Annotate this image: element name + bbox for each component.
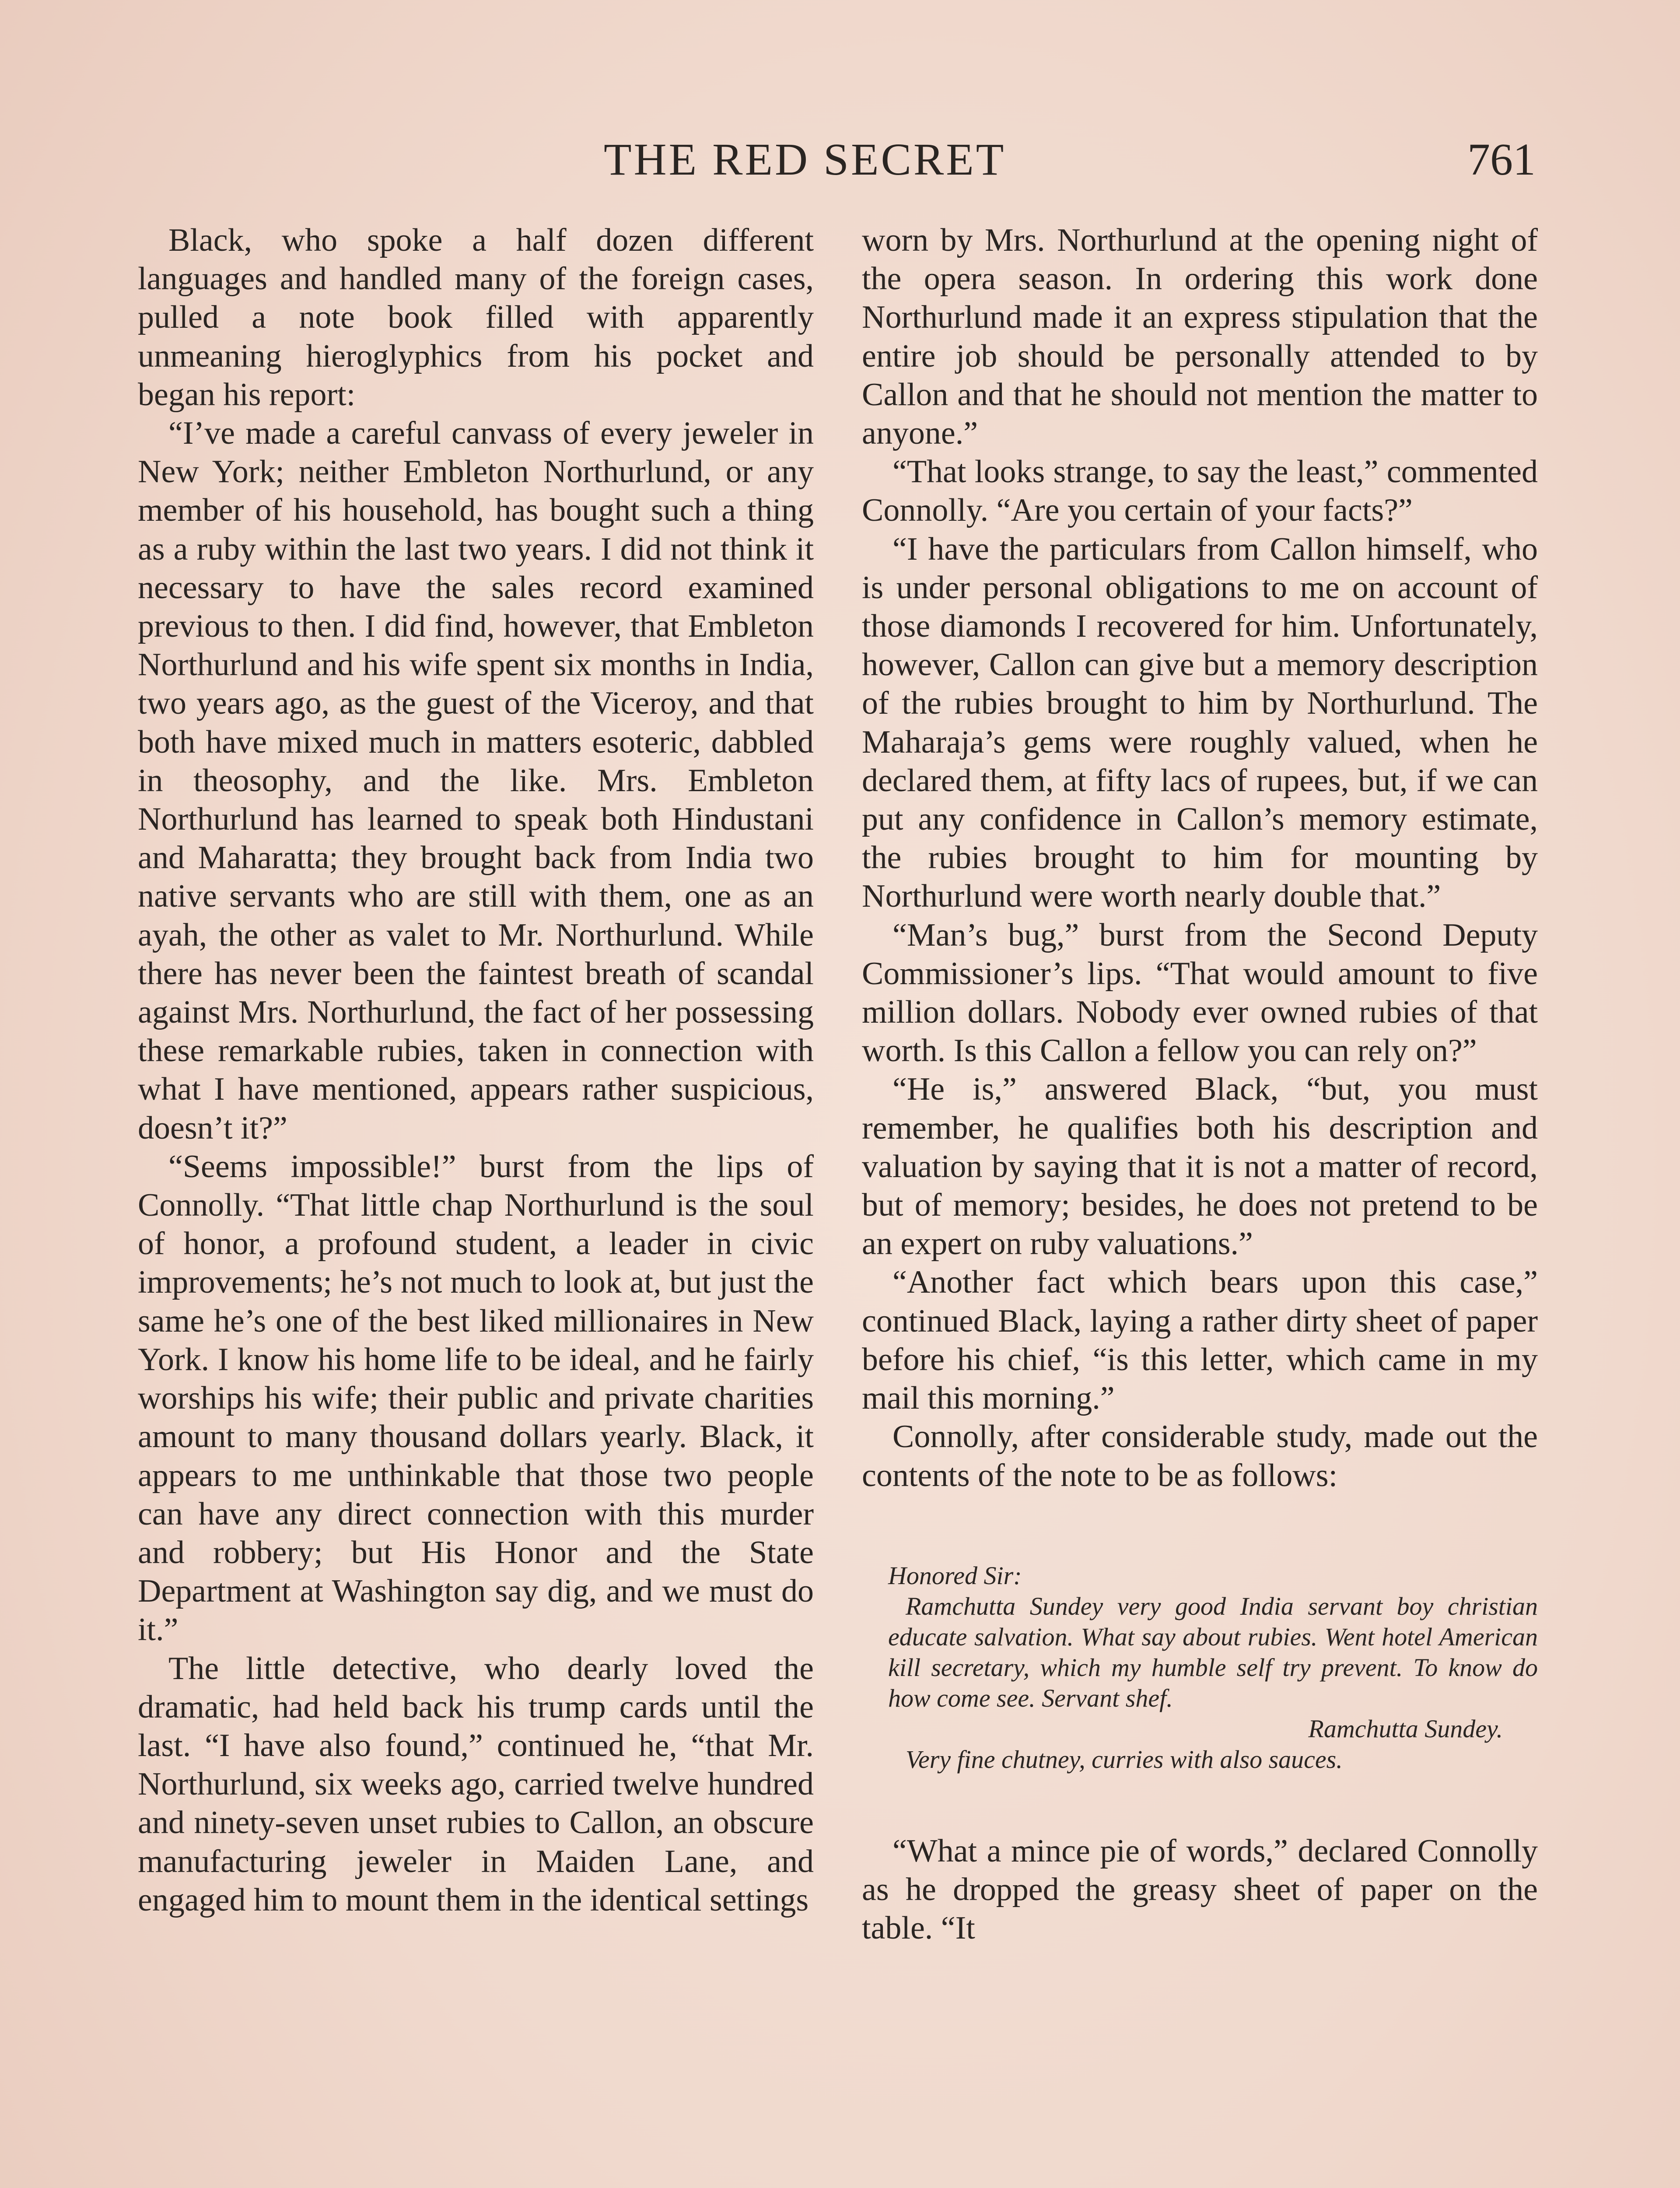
right-column (862, 221, 1538, 1947)
paragraph: “I’ve made a careful canvass of every jeweler in New York; neither Embleton Northurlund, or any member of his household, has bought such a thing as a ruby within the last two years. I did not think it necessary to have the sales record examined previous to then. I did find, however, that Embleton Northurlund and his wife spent six months in India, two years ago, as the guest of the Viceroy, and that both have mixed much in matters esoteric, dabbled in theosophy, and the like. Mrs. Embleton Northurlund has learned to speak both Hindustani and Maharatta; they brought back from India two native servants who are still with them, one as an ayah, the other as valet to Mr. Northurlund. While there has never been the faintest breath of scandal against Mrs. Northurlund, the fact of her possessing these remarkable rubies, taken in connection with what I have mentioned, appears rather suspicious, doesn’t it?” (138, 415, 814, 1146)
letter-salutation: Honored Sir: (888, 1561, 1022, 1590)
paragraph: Connolly, after considerable study, made out the contents of the note to be as follows: (862, 1419, 1538, 1494)
paragraph: “Another fact which bears upon this case,” continued Black, laying a rather dirty sheet of paper before his chief, “is this letter, which came in my mail this morning.” (862, 1264, 1538, 1417)
letter-signature: Ramchutta Sundey. (1308, 1714, 1503, 1743)
paragraph: The little detective, who dearly loved the dramatic, had held back his trump cards until the last. “I have also found,” continued he, “that Mr. Northurlund, six weeks ago, carried twelve hundred and ninety-seven unset rubies to Callon, an obscure manufacturing jeweler in Maiden Lane, and engaged him to mount them in the identical settings (138, 1650, 814, 1918)
page-number: 761 (1467, 134, 1536, 185)
letter-postscript: Very fine chutney, curries with also sauces. (906, 1745, 1343, 1774)
letter-body: Ramchutta Sundey very good India servant boy christian educate salvation. What say about rubies. Went hotel American kill secretary, which my humble self try prevent. To know do how come see. Servant shef. (888, 1592, 1538, 1712)
paragraph: “Man’s bug,” burst from the Second Deputy Commissioner’s lips. “That would amount to five million dollars. Nobody ever owned rubies of that worth. Is this Callon a fellow you can rely on?” (862, 917, 1538, 1069)
paragraph: “He is,” answered Black, “but, you must remember, he qualifies both his description and valuation by saying that it is not a matter of record, but of memory; besides, he does not pretend to be an expert on ruby valuations.” (862, 1071, 1538, 1262)
left-column (138, 221, 814, 1919)
running-title: THE RED SECRET (604, 134, 1006, 185)
paragraph: “I have the particulars from Callon himself, who is under personal obligations to me on account of those diamonds I recovered for him. Unfortunately, however, Callon can give but a memory description of the rubies brought to him by Northurlund. The Maharaja’s gems were roughly valued, when he declared them, at fifty lacs of rupees, but, if we can put any confidence in Callon’s memory estimate, the rubies brought to him for mounting by Northurlund were worth nearly double that.” (862, 531, 1538, 915)
paragraph: worn by Mrs. Northurlund at the opening night of the opera season. In ordering this work done Northurlund made it an express stipulation that the entire job should be personally attended to by Callon and that he should not mention the matter to anyone.” (862, 222, 1538, 452)
paragraph: “That looks strange, to say the least,” commented Connolly. “Are you certain of your facts?” (862, 454, 1538, 529)
paragraph: Black, who spoke a half dozen different languages and handled many of the foreign cases, pulled a note book filled with apparently unmeaning hieroglyphics from his pocket and began his report: (138, 222, 814, 413)
quoted-letter (888, 1560, 1538, 1775)
running-header (0, 131, 1680, 188)
paragraph: “Seems impossible!” burst from the lips of Connolly. “That little chap Northurlund is the soul of honor, a profound student, a leader in civic improvements; he’s not much to look at, but just the same he’s one of the best liked millionaires in New York. I know his home life to be ideal, and he fairly worships his wife; their public and private charities amount to many thousand dollars yearly. Black, it appears to me unthinkable that those two people can have any direct connection with this murder and robbery; but His Honor and the State Department at Washington say dig, and we must do it.” (138, 1148, 814, 1648)
paragraph: “What a mince pie of words,” declared Connolly as he dropped the greasy sheet of paper on the table. “It (862, 1833, 1538, 1946)
